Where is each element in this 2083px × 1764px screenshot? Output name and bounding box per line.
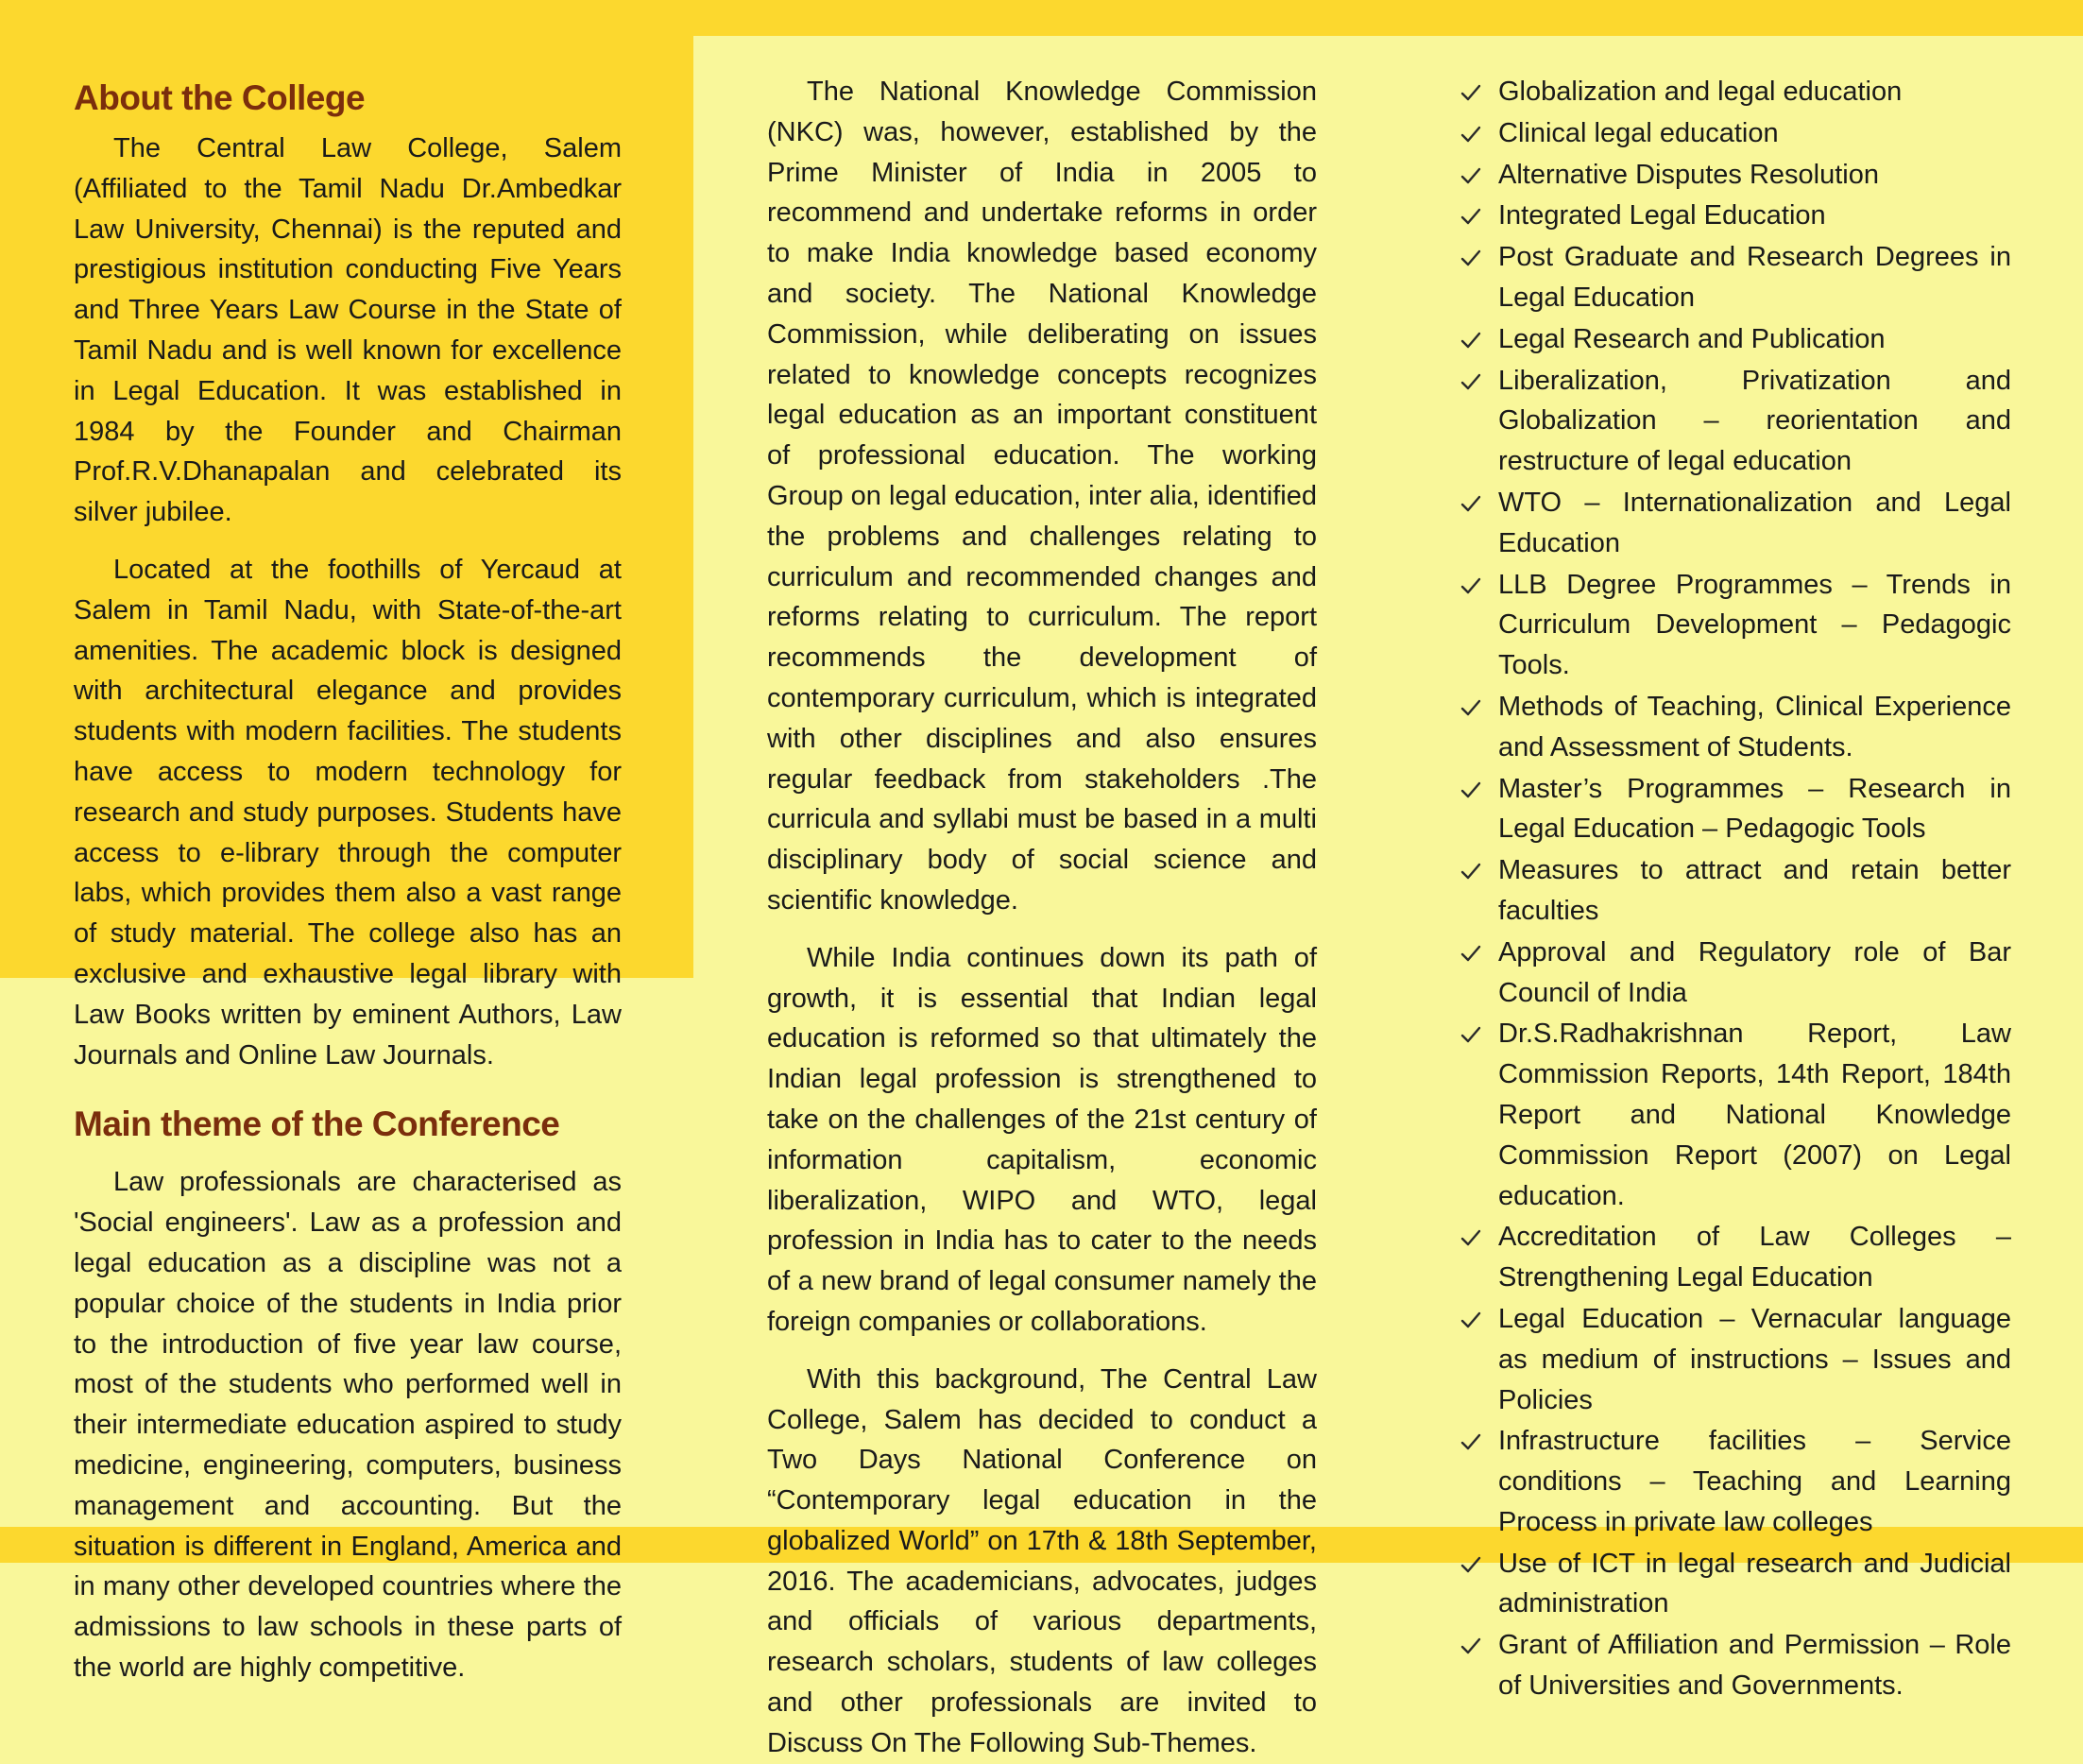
subtheme-item (1459, 319, 2011, 360)
subtheme-item (1459, 1299, 2011, 1420)
subtheme-item (1459, 237, 2011, 318)
subtheme-item (1459, 155, 2011, 196)
subtheme-text: Use of ICT in legal research and Judicial administration (1498, 1548, 2011, 1619)
subtheme-item (1459, 483, 2011, 564)
about-heading: About the College (74, 78, 366, 117)
checkmark-icon (1459, 1544, 1487, 1584)
subtheme-text: Alternative Disputes Resolution (1498, 159, 1879, 190)
checkmark-icon (1459, 237, 1487, 277)
checkmark-icon (1459, 361, 1487, 401)
subtheme-item (1459, 687, 2011, 768)
subtheme-text: WTO – Internationalization and Legal Education (1498, 487, 2011, 558)
checkmark-icon (1459, 1014, 1487, 1053)
subtheme-text: Infrastructure facilities – Service conditions – Teaching and Learning Process in private law colleges (1498, 1426, 2011, 1537)
checkmark-icon (1459, 319, 1487, 359)
checkmark-icon (1459, 1421, 1487, 1461)
subtheme-text: Legal Education – Vernacular language as medium of instructions – Issues and Policies (1498, 1303, 2011, 1415)
checkmark-icon (1459, 1625, 1487, 1665)
about-paragraph-2: Located at the foothills of Yercaud at Salem in Tamil Nadu, with State-of-the-art amenities. The academic block is designed with architectural elegance and provides students with modern facilities. The students have access to modern technology for research and study purposes. Students have access to e-library through the computer labs, which provides them also a vast range of study material. The college also has an exclusive and exhaustive legal library with Law Books written by eminent Authors, Law Journals and Online Law Journals. (74, 554, 622, 1070)
column-right (1459, 72, 2011, 1707)
middle-paragraph-2: While India continues down its path of growth, it is essential that Indian legal education is reformed so that ultimately the Indian legal profession is strengthened to take on the challenges of the 21st century of information capitalism, economic liberalization, WIPO and WTO, legal profession in India has to cater to the needs of a new brand of legal consumer namely the foreign companies or collaborations. (767, 942, 1317, 1337)
subtheme-text: Clinical legal education (1498, 117, 1779, 148)
checkmark-icon (1459, 565, 1487, 605)
subtheme-item (1459, 113, 2011, 154)
subtheme-text: Accreditation of Law Colleges – Strengthening Legal Education (1498, 1222, 2011, 1293)
checkmark-icon (1459, 196, 1487, 235)
middle-paragraph-1: The National Knowledge Commission (NKC) was, however, established by the Prime Minister of India in 2005 to recommend and undertake reforms in order to make India knowledge based economy and society. The National Knowledge Commission, while deliberating on issues related to knowledge concepts recognizes legal education as an important constituent of professional education. The working Group on legal education, inter alia, identified the problems and challenges relating to curriculum and recommended changes and reforms relating to curriculum. The report recommends the development of contemporary curriculum, which is integrated with other disciplines and also ensures regular feedback from stakeholders .The curricula and syllabi must be based in a multi disciplinary body of social science and scientific knowledge. (767, 77, 1317, 916)
checkmark-icon (1459, 1217, 1487, 1257)
subtheme-item (1459, 72, 2011, 112)
checkmark-icon (1459, 933, 1487, 972)
checkmark-icon (1459, 769, 1487, 809)
subtheme-text: Globalization and legal education (1498, 77, 1903, 107)
column-middle (767, 72, 1317, 1764)
subtheme-text: Integrated Legal Education (1498, 200, 1826, 231)
checkmark-icon (1459, 850, 1487, 890)
checkmark-icon (1459, 1299, 1487, 1339)
subtheme-text: Approval and Regulatory role of Bar Council of India (1498, 936, 2011, 1008)
subtheme-item (1459, 933, 2011, 1014)
subtheme-text: Methods of Teaching, Clinical Experience and Assessment of Students. (1498, 691, 2011, 762)
subtheme-item (1459, 1625, 2011, 1706)
subtheme-text: LLB Degree Programmes – Trends in Curriculum Development – Pedagogic Tools. (1498, 569, 2011, 681)
checkmark-icon (1459, 155, 1487, 195)
subtheme-item (1459, 565, 2011, 686)
subtheme-item (1459, 1014, 2011, 1216)
checkmark-icon (1459, 113, 1487, 153)
subtheme-text: Grant of Affiliation and Permission – Role of Universities and Governments. (1498, 1630, 2011, 1702)
column-left (74, 76, 622, 1688)
subtheme-text: Master’s Programmes – Research in Legal Education – Pedagogic Tools (1498, 773, 2011, 845)
theme-heading: Main theme of the Conference (74, 1105, 560, 1144)
about-paragraph-1: The Central Law College, Salem (Affiliated to the Tamil Nadu Dr.Ambedkar Law University, Chennai) is the reputed and prestigious institution conducting Five Years and Three Years Law Course in the State of Tamil Nadu and is well known for excellence in Legal Education. It was established in 1984 by the Founder and Chairman Prof.R.V.Dhanapalan and celebrated its silver jubilee. (74, 133, 622, 528)
subtheme-text: Post Graduate and Research Degrees in Legal Education (1498, 242, 2011, 313)
subtheme-text: Measures to attract and retain better faculties (1498, 855, 2011, 926)
subtheme-item (1459, 850, 2011, 932)
checkmark-icon (1459, 687, 1487, 727)
subtheme-text: Liberalization, Privatization and Globalization – reorientation and restructure of legal education (1498, 365, 2011, 477)
theme-paragraph-1: Law professionals are characterised as 'Social engineers'. Law as a profession and legal education as a discipline was not a popular choice of the students in India prior to the introduction of five year law course, most of the students who performed well in their intermediate education aspired to study medicine, engineering, computers, business management and accounting. But the situation is different in England, America and in many other developed countries where the admissions to law schools in these parts of the world are highly competitive. (74, 1167, 622, 1683)
middle-paragraph-3: With this background, The Central Law College, Salem has decided to conduct a Two Days National Conference on “Contemporary legal education in the globalized World” on 17th & 18th September, 2016. The academicians, advocates, judges and officials of various departments, research scholars, students of law colleges and other professionals are invited to Discuss On The Following Sub-Themes. (767, 1363, 1317, 1758)
subtheme-item (1459, 769, 2011, 850)
subtheme-item (1459, 1217, 2011, 1298)
subtheme-text: Legal Research and Publication (1498, 323, 1886, 354)
checkmark-icon (1459, 483, 1487, 522)
subtheme-item (1459, 196, 2011, 236)
subtheme-text: Dr.S.Radhakrishnan Report, Law Commission Reports, 14th Report, 184th Report and National Knowledge Commission Report (2007) on Legal education. (1498, 1019, 2011, 1211)
subtheme-list (1459, 72, 2011, 1706)
subtheme-item (1459, 1421, 2011, 1542)
subtheme-item (1459, 361, 2011, 482)
subtheme-item (1459, 1544, 2011, 1625)
checkmark-icon (1459, 72, 1487, 111)
